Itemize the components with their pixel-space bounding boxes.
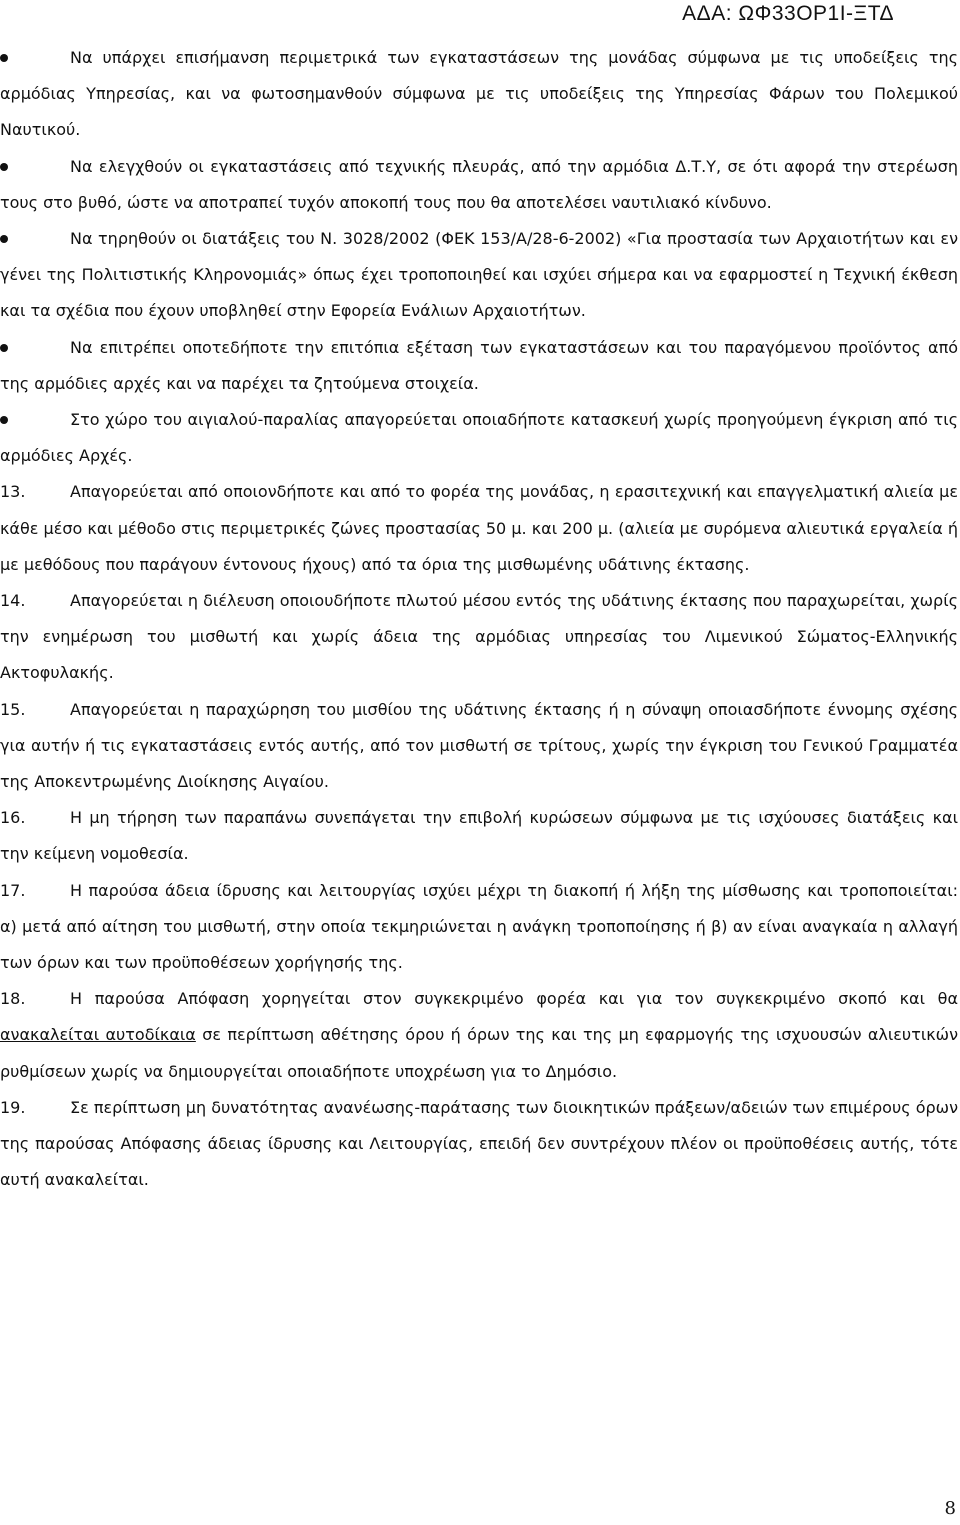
item-number: 17. — [0, 880, 26, 900]
document-body — [0, 40, 958, 1199]
item-text-before: Η παρούσα Απόφαση χορηγείται στον συγκεκριμένο φορέα και για τον συγκεκριμένο σκοπό και θα — [70, 989, 958, 1009]
numbered-item-17 — [0, 873, 958, 982]
numbered-item-13 — [0, 474, 958, 583]
bullet-icon — [0, 235, 8, 243]
bullet-icon — [0, 416, 8, 424]
numbered-item-14 — [0, 583, 958, 692]
numbered-item-19 — [0, 1090, 958, 1199]
numbered-item-15 — [0, 692, 958, 801]
bullet-icon — [0, 54, 8, 62]
item-text-after: σε περίπτωση αθέτησης όρου ή όρων της και της μη εφαρμογής της ισχυουσών αλιευτικών ρυθμίσεων χωρίς να δημιουργείται οποιαδήποτε υποχρέωση για το Δημόσιο. — [0, 1025, 959, 1081]
numbered-item-18 — [0, 981, 958, 1090]
page-number: 8 — [944, 1498, 956, 1519]
bullet-text: Να ελεγχθούν οι εγκαταστάσεις από τεχνικής πλευράς, από την αρμόδια Δ.Τ.Υ, σε ότι αφορά την στερέωση τους στο βυθό, ώστε να αποτραπεί τυχόν αποκοπή τους που θα αποτελέσει ναυτιλιακό κίνδυνο. — [0, 156, 958, 212]
bullet-icon — [0, 163, 8, 171]
bullet-text: Να υπάρχει επισήμανση περιμετρικά των εγκαταστάσεων της μονάδας σύμφωνα με τις υποδείξεις της αρμόδιας Υπηρεσίας, και να φωτοσημανθούν σύμφωνα με τις υποδείξεις της Υπηρεσίας Φάρων του Πολεμικού Ναυτικού. — [0, 48, 958, 140]
bullet-item — [0, 402, 958, 474]
item-number: 19. — [0, 1097, 26, 1117]
bullet-item — [0, 330, 958, 402]
item-number: 16. — [0, 808, 26, 828]
item-number: 15. — [0, 699, 26, 719]
bullet-item — [0, 149, 958, 221]
item-text: Σε περίπτωση μη δυνατότητας ανανέωσης-παράτασης των διοικητικών πράξεων/αδειών των επιμέρους όρων της παρούσας Απόφασης άδειας ίδρυσης και Λειτουργίας, επειδή δεν συντρέχουν πλέον οι προϋποθέσεις αυτής, τότε αυτή ανακαλείται. — [0, 1097, 958, 1190]
bullet-item — [0, 40, 958, 149]
bullet-item — [0, 221, 958, 330]
item-text: Η μη τήρηση των παραπάνω συνεπάγεται την επιβολή κυρώσεων σύμφωνα με τις ισχύουσες διατάξεις και την κείμενη νομοθεσία. — [0, 808, 958, 864]
numbered-item-16 — [0, 800, 958, 872]
bullet-text: Να τηρηθούν οι διατάξεις του Ν. 3028/2002 (ΦΕΚ 153/Α/28-6-2002) «Για προστασία των Αρχαιοτήτων και εν γένει της Πολιτιστικής Κληρονομιάς» όπως έχει τροποποιηθεί και ισχύει σήμερα και να εφαρμοστεί η Τεχνική έκθεση και τα σχέδια που έχουν υποβληθεί στην Εφορεία Ενάλιων Αρχαιοτήτων. — [0, 229, 958, 321]
item-text: Απαγορεύεται η διέλευση οποιουδήποτε πλωτού μέσου εντός της υδάτινης έκτασης που παραχωρείται, χωρίς την ενημέρωση του μισθωτή και χωρίς άδεια της αρμόδιας υπηρεσίας του Λιμενικού Σώματος-Ελληνικής Ακτοφυλακής. — [0, 591, 958, 683]
item-number: 13. — [0, 482, 26, 502]
ada-code: ΑΔΑ: ΩΦ33ΟΡ1Ι-ΞΤΔ — [682, 2, 894, 25]
bullet-text: Να επιτρέπει οποτεδήποτε την επιτόπια εξέταση των εγκαταστάσεων και του παραγόμενου προϊόντος από της αρμόδιες αρχές και να παρέχει τα ζητούμενα στοιχεία. — [0, 337, 958, 393]
bullet-text: Στο χώρο του αιγιαλού-παραλίας απαγορεύεται οποιαδήποτε κατασκευή χωρίς προηγούμενη έγκριση από τις αρμόδιες Αρχές. — [0, 410, 958, 466]
item-number: 18. — [0, 989, 26, 1009]
item-text: Η παρούσα άδεια ίδρυσης και λειτουργίας ισχύει μέχρι τη διακοπή ή λήξη της μίσθωσης και τροποποιείται: α) μετά από αίτηση του μισθωτή, στην οποία τεκμηριώνεται η ανάγκη τροποποίησης ή β) αν είναι αναγκαία η αλλαγή των όρων και των προϋποθέσεων χορήγησής της. — [0, 880, 958, 973]
item-text: Απαγορεύεται από οποιονδήποτε και από το φορέα της μονάδας, η ερασιτεχνική και επαγγελματική αλιεία με κάθε μέσο και μέθοδο στις περιμετρικές ζώνες προστασίας 50 μ. και 200 μ. (αλιεία με συρόμενα αλιευτικά εργαλεία ή με μεθόδους που παράγουν έντονους ήχους) από τα όρια της μισθωμένης υδάτινης έκτασης. — [0, 482, 958, 574]
bullet-icon — [0, 344, 8, 352]
item-text-underlined: ανακαλείται αυτοδίκαια — [0, 1025, 196, 1045]
item-number: 14. — [0, 591, 26, 611]
item-text: Απαγορεύεται η παραχώρηση του μισθίου της υδάτινης έκτασης ή η σύναψη οποιασδήποτε έννομης σχέσης για αυτήν ή τις εγκαταστάσεις εντός αυτής, από τον μισθωτή σε τρίτους, χωρίς την έγκριση του Γενικού Γραμματέα της Αποκεντρωμένης Διοίκησης Αιγαίου. — [0, 699, 958, 792]
